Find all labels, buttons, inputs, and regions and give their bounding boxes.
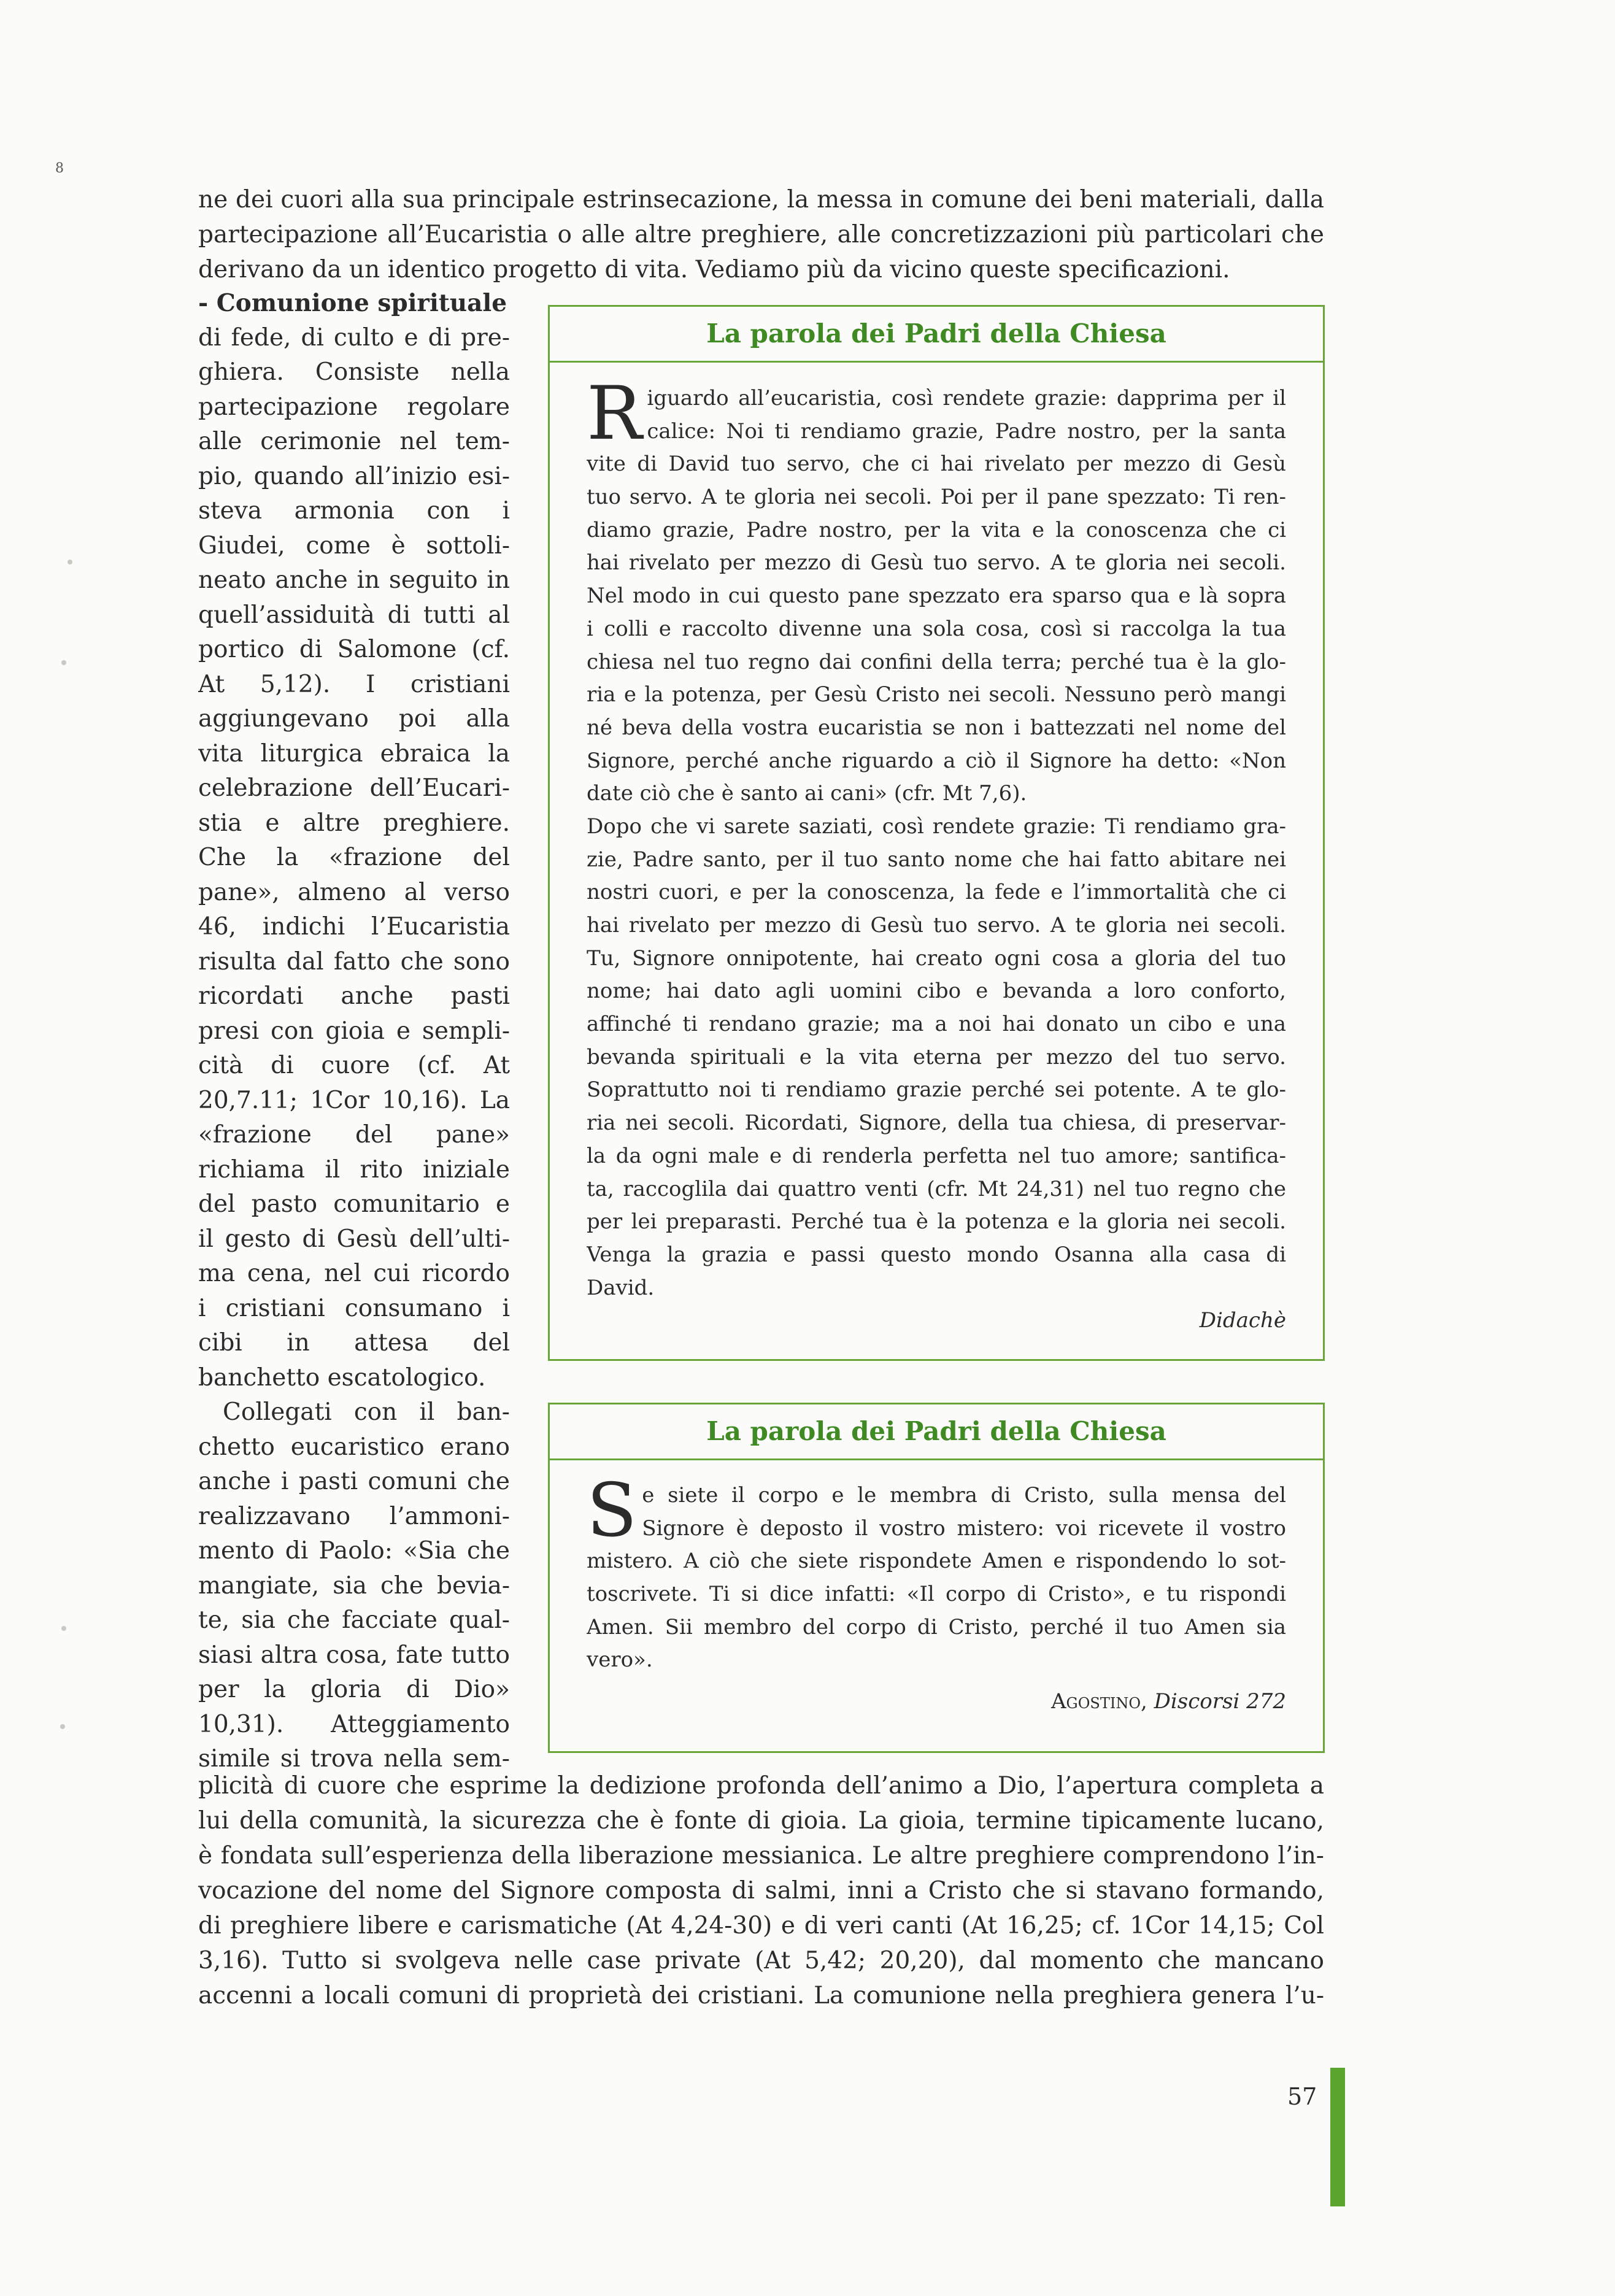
box-line: iguardo all’eucaristia, così rendete grazie: dapprima per il <box>647 386 1286 410</box>
section-heading: - Comunione spirituale <box>198 289 507 317</box>
box-line: vite di David tuo servo, che ci hai rivelato per mezzo di Gesù <box>587 452 1286 477</box>
page-number: 57 <box>1287 2083 1317 2110</box>
box-line: ria nei secoli. Ricordati, Signore, della tua chiesa, di preservar- <box>587 1111 1286 1136</box>
attribution-author: Agostino, <box>1050 1689 1147 1714</box>
column-line: ricordati anche pasti <box>198 982 510 1010</box>
box-line: Nel modo in cui questo pane spezzato era sparso qua e là sopra <box>587 584 1286 609</box>
outro-line: 3,16). Tutto si svolgeva nelle case private (At 5,42; 20,20), dal momento che mancano <box>198 1947 1324 1974</box>
box-line: mistero. A ciò che siete rispondete Amen e rispondendo lo sot- <box>587 1549 1286 1574</box>
left-column <box>198 286 510 1777</box>
column-line: 46, indichi l’Eucaristia <box>198 913 510 941</box>
quote-box-didache <box>548 305 1325 1361</box>
corner-number: 8 <box>55 161 64 176</box>
outro-line: lui della comunità, la sicurezza che è fonte di gioia. La gioia, termine tipicamente lucano, <box>198 1807 1324 1835</box>
outro-line: di preghiere libere e carismatiche (At 4,24-30) e di veri canti (At 16,25; cf. 1Cor 14,15; Col <box>198 1912 1324 1940</box>
column-line: vita liturgica ebraica la <box>198 739 510 768</box>
column-line: quell’assiduità di tutti al <box>198 601 510 629</box>
outro-paragraph <box>198 1768 1324 2013</box>
box-line: toscrivete. Ti si dice infatti: «Il corpo di Cristo», e tu rispondi <box>587 1582 1286 1607</box>
column-line: portico di Salomone (cf. <box>198 636 510 663</box>
quote-box-agostino <box>548 1403 1325 1753</box>
column-line: te, sia che facciate qual- <box>198 1606 510 1634</box>
box-title: La parola dei Padri della Chiesa <box>550 307 1323 363</box>
box-line: nostri cuori, e per la conoscenza, la fede e l’immortalità che ci <box>587 880 1286 905</box>
box-line: e siete il corpo e le membra di Cristo, sulla mensa del <box>642 1483 1286 1508</box>
scan-speck <box>60 1724 65 1729</box>
column-line: richiama il rito iniziale <box>198 1155 510 1184</box>
drop-cap: S <box>587 1468 638 1554</box>
column-line: presi con gioia e sempli- <box>198 1017 510 1045</box>
box-line: i colli e raccolto divenne una sola cosa, così si raccolga la tua <box>587 616 1286 641</box>
box-line: calice: Noi ti rendiamo grazie, Padre nostro, per la santa <box>647 418 1286 444</box>
column-line: alle cerimonie nel tem- <box>198 428 510 455</box>
column-line: pio, quando all’inizio esi- <box>198 462 510 490</box>
box-line: Signore, perché anche riguardo a ciò il Signore ha detto: «Non <box>587 748 1286 773</box>
column-line: 10,31). Atteggiamento <box>198 1710 510 1738</box>
box-line: per lei preparasti. Perché tua è la potenza e la gloria nei secoli. <box>587 1209 1286 1235</box>
box-line: vero». <box>587 1647 653 1673</box>
outro-line: è fondata sull’esperienza della liberazione messianica. Le altre preghiere comprendono l’in- <box>198 1842 1324 1870</box>
column-line: partecipazione regolare <box>198 393 510 421</box>
drop-cap: R <box>587 371 642 457</box>
column-line: del pasto comunitario e <box>198 1190 510 1218</box>
intro-line: partecipazione all’Eucaristia o alle altre preghiere, alle concretizzazioni più particolari che <box>198 221 1324 248</box>
column-line: cibi in attesa del <box>198 1329 510 1357</box>
box-line: né beva della vostra eucaristia se non i battezzati nel nome del <box>587 715 1286 740</box>
column-line: di fede, di culto e di pre- <box>198 323 510 352</box>
box-text <box>587 371 1286 1338</box>
column-line: aggiungevano poi alla <box>198 705 510 733</box>
box-line: bevanda spirituali e la vita eterna per mezzo del tuo servo. <box>587 1044 1286 1069</box>
column-line: pane», almeno al verso <box>198 878 510 906</box>
box-line: Amen. Sii membro del corpo di Cristo, perché il tuo Amen sia <box>587 1614 1286 1639</box>
intro-line: ne dei cuori alla sua principale estrinsecazione, la messa in comune dei beni materiali, dalla <box>198 186 1324 214</box>
box-line: la da ogni male e di renderla perfetta nel tuo amore; santifica- <box>587 1143 1286 1168</box>
column-line: il gesto di Gesù dell’ulti- <box>198 1225 510 1253</box>
box-line: diamo grazie, Padre nostro, per la vita e la conoscenza che ci <box>587 517 1286 542</box>
column-line: At 5,12). I cristiani <box>198 670 510 698</box>
box-line: chiesa nel tuo regno dai confini della terra; perché tua è la glo- <box>587 649 1286 674</box>
column-line: 20,7.11; 1Cor 10,16). La <box>198 1086 510 1114</box>
column-line: Giudei, come è sottoli- <box>198 531 510 560</box>
box-line: hai rivelato per mezzo di Gesù tuo servo. A te gloria nei secoli. <box>587 913 1286 938</box>
box-line: tuo servo. A te gloria nei secoli. Poi per il pane spezzato: Ti ren- <box>587 485 1286 510</box>
column-line: anche i pasti comuni che <box>198 1468 510 1495</box>
scan-speck <box>61 660 66 665</box>
box-attribution: Didachè <box>1199 1308 1286 1333</box>
box-line: Venga la grazia e passi questo mondo Osanna alla casa di <box>587 1242 1286 1267</box>
box-text <box>587 1468 1286 1719</box>
column-line: Collegati con il ban- <box>223 1398 510 1426</box>
outro-line: vocazione del nome del Signore composta di salmi, inni a Cristo che si stavano formando, <box>198 1877 1324 1905</box>
column-line: cità di cuore (cf. At <box>198 1052 510 1079</box>
column-line: chetto eucaristico erano <box>198 1433 510 1461</box>
box-line: Soprattutto noi ti rendiamo grazie perché sei potente. A te glo- <box>587 1077 1286 1103</box>
box-attribution <box>587 1685 1286 1719</box>
box-line: affinché ti rendano grazie; ma a noi hai donato un cibo e una <box>587 1012 1286 1037</box>
scan-speck <box>61 1626 66 1631</box>
box-line: Signore è deposto il vostro mistero: voi ricevete il vostro <box>642 1516 1286 1541</box>
column-line: neato anche in seguito in <box>198 566 510 594</box>
intro-line: derivano da un identico progetto di vita. Vediamo più da vicino queste specificazioni. <box>198 256 1230 283</box>
column-line: banchetto escatologico. <box>198 1363 486 1392</box>
column-line: celebrazione dell’Eucari- <box>198 774 510 802</box>
box-line: Dopo che vi sarete saziati, così rendete grazie: Ti rendiamo gra- <box>587 814 1286 839</box>
scan-speck <box>67 560 72 564</box>
intro-paragraph <box>198 182 1324 287</box>
column-line: «frazione del pane» <box>198 1121 510 1149</box>
column-line: per la gloria di Dio» <box>198 1676 510 1703</box>
outro-line: plicità di cuore che esprime la dedizione profonda dell’animo a Dio, l’apertura completa a <box>198 1772 1324 1800</box>
box-line: ta, raccoglila dai quattro venti (cfr. Mt 24,31) nel tuo regno che <box>587 1176 1286 1201</box>
column-line: stia e altre preghiere. <box>198 809 510 837</box>
column-line: i cristiani consumano i <box>198 1294 510 1322</box>
outro-line: accenni a locali comuni di proprietà dei cristiani. La comunione nella preghiera genera l’u- <box>198 1982 1324 2009</box>
column-line: realizzavano l’ammoni- <box>198 1502 510 1530</box>
column-line: simile si trova nella sem- <box>198 1745 510 1773</box>
box-line: nome; hai dato agli uomini cibo e bevanda a loro conforto, <box>587 979 1286 1004</box>
box-title: La parola dei Padri della Chiesa <box>550 1404 1323 1460</box>
box-line: date ciò che è santo ai cani» (cfr. Mt 7,6). <box>587 781 1027 806</box>
column-line: ma cena, nel cui ricordo <box>198 1260 510 1287</box>
box-line: David. <box>587 1275 655 1300</box>
column-line: Che la «frazione del <box>198 844 510 871</box>
column-line: mangiate, sia che bevia- <box>198 1571 510 1600</box>
attribution-work: Discorsi 272 <box>1154 1689 1286 1714</box>
box-line: Tu, Signore onnipotente, hai creato ogni cosa a gloria del tuo <box>587 946 1286 971</box>
box-line: zie, Padre santo, per il tuo santo nome che hai fatto abitare nei <box>587 847 1286 872</box>
column-line: mento di Paolo: «Sia che <box>198 1537 510 1565</box>
box-line: hai rivelato per mezzo di Gesù tuo servo. A te gloria nei secoli. <box>587 550 1286 576</box>
column-line: siasi altra cosa, fate tutto <box>198 1641 510 1669</box>
box-line: ria e la potenza, per Gesù Cristo nei secoli. Nessuno però mangi <box>587 682 1286 707</box>
page-accent-bar <box>1330 2068 1345 2206</box>
column-line: steva armonia con i <box>198 497 510 525</box>
column-line: ghiera. Consiste nella <box>198 358 510 386</box>
column-line: risulta dal fatto che sono <box>198 947 510 976</box>
